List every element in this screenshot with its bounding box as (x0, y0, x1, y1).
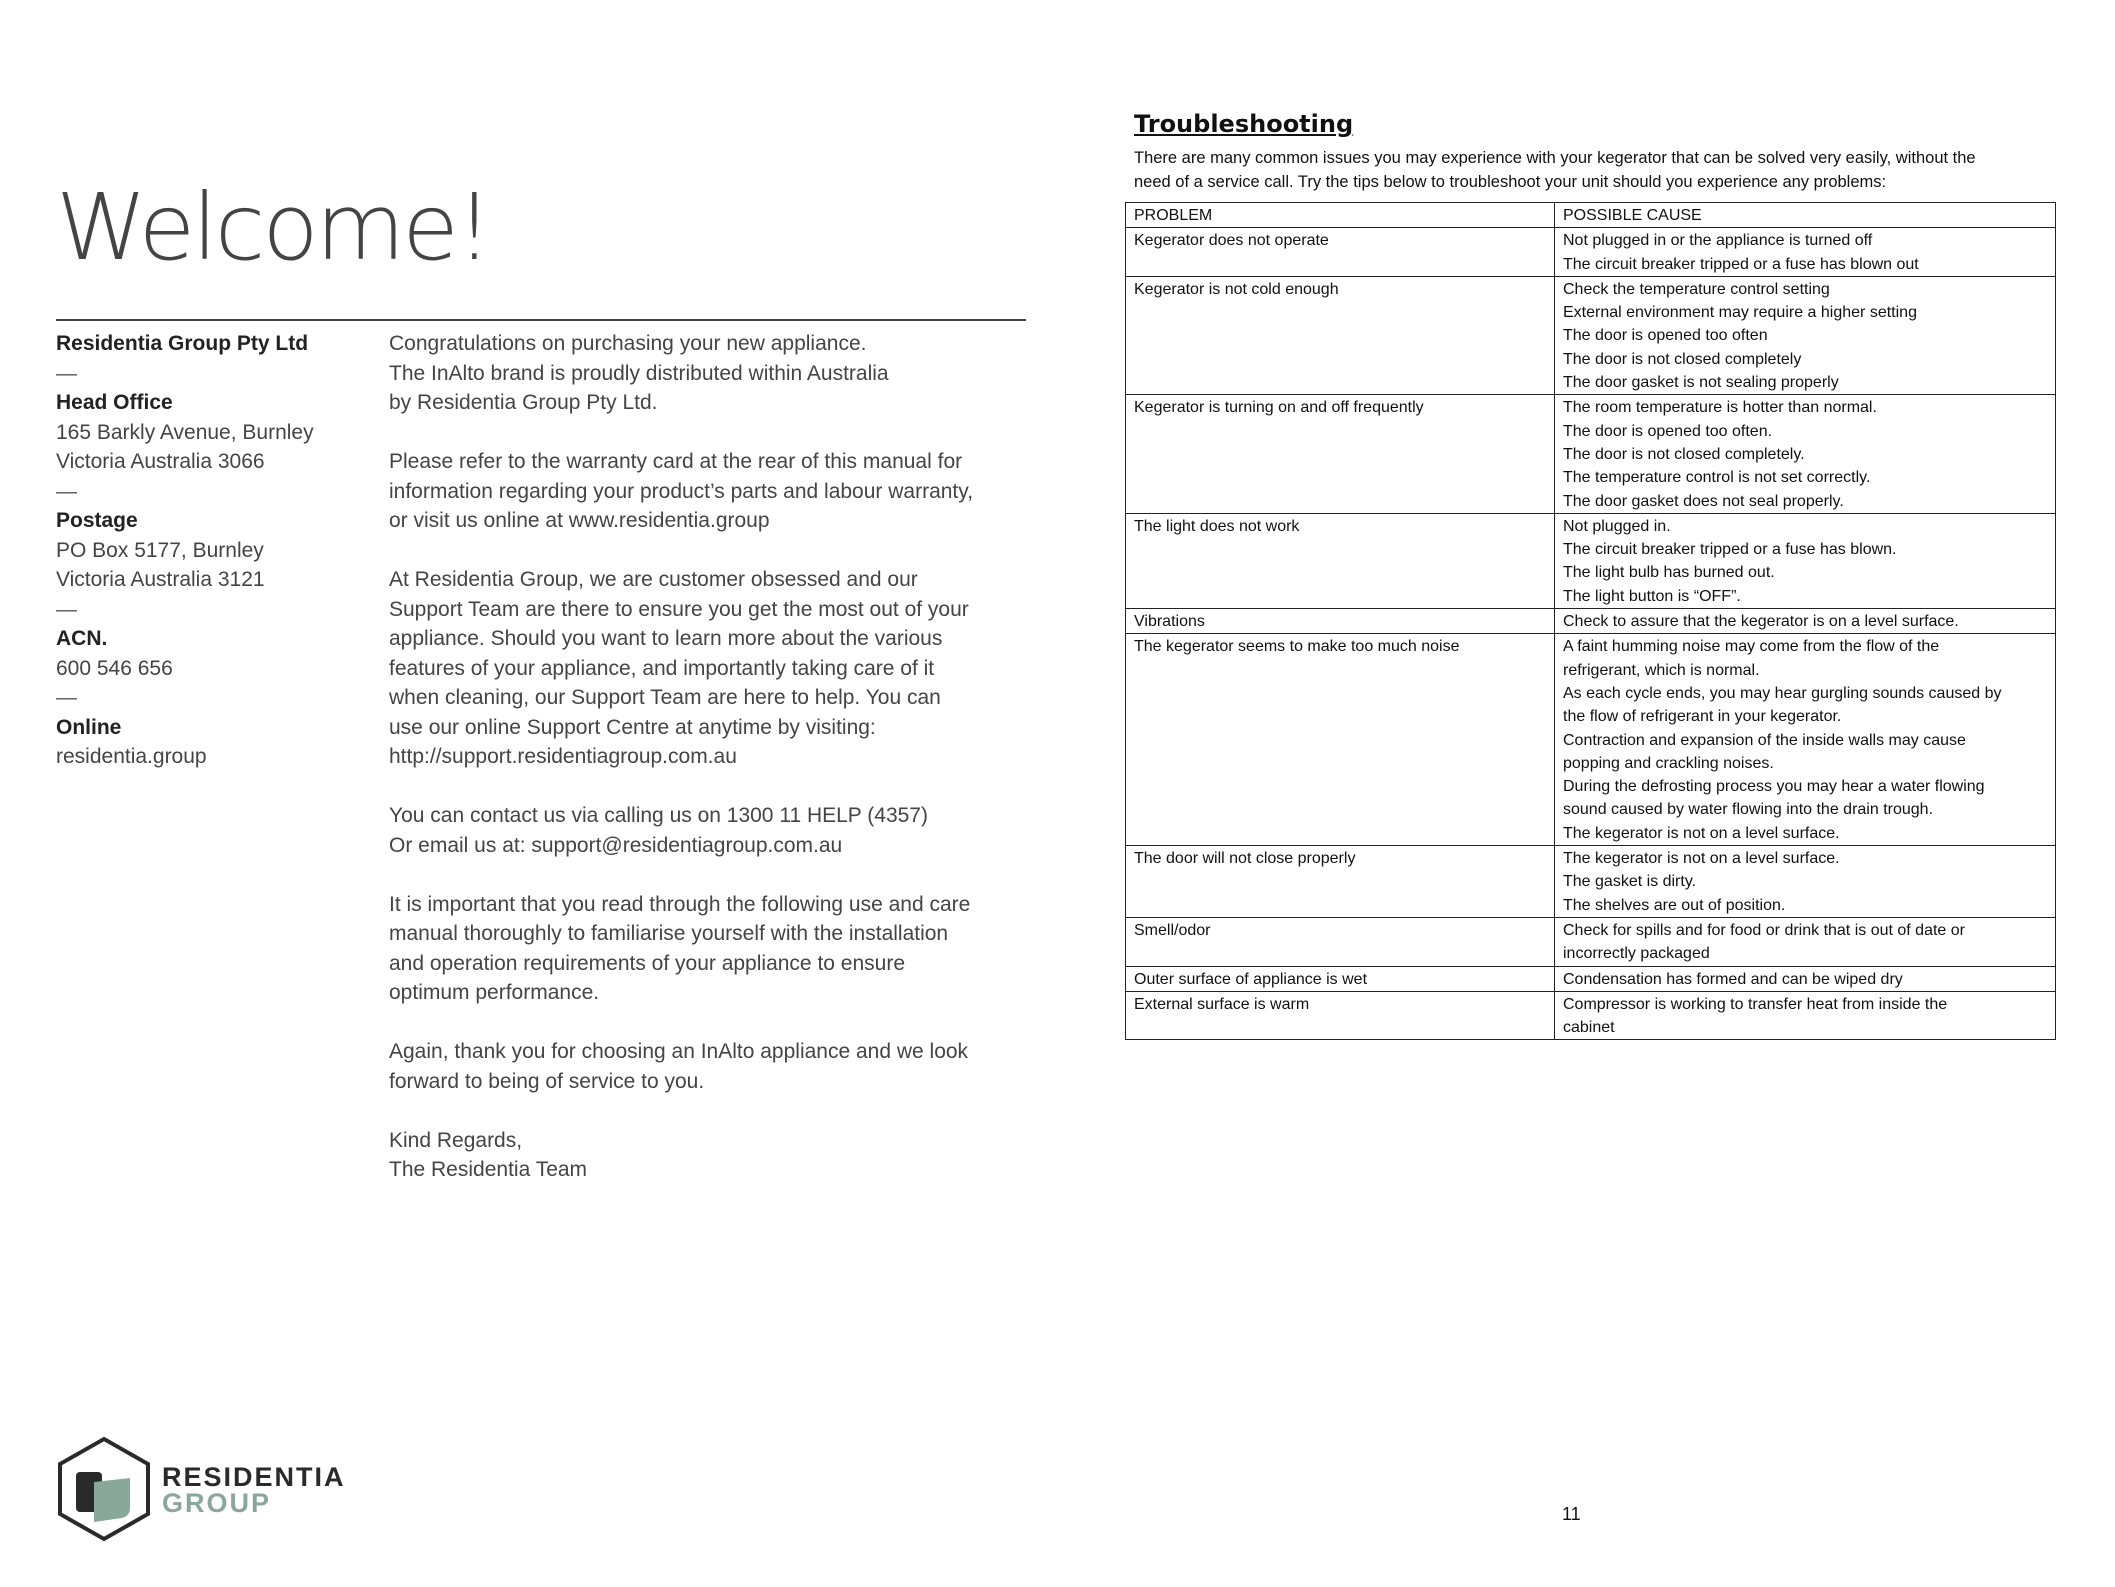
cause-cell (1555, 846, 2056, 918)
troubleshooting-intro (1134, 147, 2054, 194)
cause-line: The gasket is dirty. (1563, 873, 1697, 891)
contact-detail: PO Box 5177, Burnley (56, 538, 264, 562)
cause-line: As each cycle ends, you may hear gurgling sounds caused by (1563, 684, 2002, 702)
cause-line: The door is opened too often. (1563, 422, 1773, 440)
heading-divider (56, 319, 1026, 321)
table-row (1126, 634, 2056, 846)
cause-line: The circuit breaker tripped or a fuse has blown out (1563, 255, 1919, 273)
contact-detail: Victoria Australia 3066 (56, 450, 265, 473)
cause-line: The shelves are out of position. (1563, 896, 1786, 914)
problem-cell: Kegerator is turning on and off frequently (1126, 395, 1555, 513)
letter-paragraph: It is important that you read through the following use and care manual thoroughly to familiarise yourself with the installation and operation requirements of your appliance to ensure optimum performance. (389, 892, 971, 1004)
table-row (1126, 991, 2056, 1040)
problem-cell: The door will not close properly (1126, 846, 1555, 918)
cause-line: The door gasket is not sealing properly (1563, 374, 1839, 392)
cause-line: Not plugged in. (1563, 517, 1671, 535)
cause-line: The circuit breaker tripped or a fuse has blown. (1563, 541, 1897, 559)
contact-heading: ACN. (56, 627, 108, 650)
cause-line: Check the temperature control setting (1563, 280, 1830, 298)
welcome-heading: Welcome! (56, 174, 490, 281)
cause-line: The light button is “OFF”. (1563, 587, 1741, 605)
problem-cell: Outer surface of appliance is wet (1126, 966, 1555, 991)
cause-line: Check to assure that the kegerator is on a level surface. (1563, 613, 1959, 631)
problem-cell: Kegerator does not operate (1126, 228, 1555, 277)
table-row (1126, 917, 2056, 966)
cause-line: cabinet (1563, 1019, 1615, 1037)
header-possible-cause: POSSIBLE CAUSE (1555, 203, 2056, 228)
cause-line: incorrectly packaged (1563, 945, 1710, 963)
intro-line: There are many common issues you may experience with your kegerator that can be solved very easily, without the (1134, 149, 1976, 167)
intro-line: need of a service call. Try the tips below to troubleshoot your unit should you experience any problems: (1134, 172, 1887, 191)
cause-line: During the defrosting process you may hear a water flowing (1563, 778, 1985, 796)
cause-line: The door is opened too often (1563, 327, 1768, 345)
cause-line: A faint humming noise may come from the flow of the (1563, 638, 1940, 656)
letter-paragraph: At Residentia Group, we are customer obsessed and our Support Team are there to ensure you get the most out of your appliance. Should you want to learn more about the various features of your appliance, and importantly taking care of it when cleaning, our Support Team are here to help. You can use our online Support Centre at anytime by visiting: http://support.residentiagroup.com.au (389, 568, 969, 768)
cause-cell (1555, 513, 2056, 608)
cause-line: The door gasket does not seal properly. (1563, 492, 1844, 510)
cause-line: popping and crackling noises. (1563, 754, 1774, 772)
letter-paragraph: You can contact us via calling us on 1300 11 HELP (4357) Or email us at: support@residentiagroup.com.au (389, 804, 928, 857)
cause-cell (1555, 609, 2056, 634)
residentia-hexagon-icon (56, 1436, 152, 1542)
contact-detail: Victoria Australia 3121 (56, 568, 265, 591)
contact-detail: residentia.group (56, 745, 207, 768)
header-problem: PROBLEM (1126, 203, 1555, 228)
letter-paragraph: Again, thank you for choosing an InAlto appliance and we look forward to being of service to you. (389, 1040, 969, 1093)
letter-paragraph: Congratulations on purchasing your new appliance. The InAlto brand is proudly distributed within Australia by Residentia Group Pty Ltd. (389, 332, 889, 414)
cause-cell (1555, 991, 2056, 1040)
cause-line: Compressor is working to transfer heat from inside the (1563, 995, 1948, 1013)
cause-cell (1555, 395, 2056, 513)
table-row (1126, 276, 2056, 394)
cause-cell (1555, 917, 2056, 966)
contact-separator: — (56, 479, 77, 503)
cause-line: Check for spills and for food or drink that is out of date or (1563, 921, 1965, 939)
table-row (1126, 513, 2056, 608)
cause-line: the flow of refrigerant in your kegerator. (1563, 708, 1842, 726)
table-row (1126, 228, 2056, 277)
cause-cell (1555, 228, 2056, 277)
cause-line: Not plugged in or the appliance is turned off (1563, 232, 1873, 250)
cause-line: External environment may require a higher setting (1563, 304, 1917, 322)
cause-line: The kegerator is not on a level surface. (1563, 850, 1840, 868)
logo-word-group: GROUP (162, 1488, 272, 1518)
contact-detail: 600 546 656 (56, 656, 173, 680)
troubleshooting-title: Troubleshooting (1134, 110, 1354, 138)
table-row (1126, 846, 2056, 918)
contact-heading: Residentia Group Pty Ltd (56, 332, 309, 355)
contact-separator: — (56, 597, 77, 621)
contact-detail: 165 Barkly Avenue, Burnley (56, 420, 314, 444)
cause-cell (1555, 966, 2056, 991)
table-header-row (1126, 203, 2056, 228)
problem-cell: Kegerator is not cold enough (1126, 276, 1555, 394)
cause-line: sound caused by water flowing into the drain trough. (1563, 801, 1934, 819)
cause-line: The room temperature is hotter than normal. (1563, 399, 1877, 417)
letter-paragraph: Kind Regards, The Residentia Team (389, 1128, 588, 1181)
table-row (1126, 966, 2056, 991)
cause-line: The light bulb has burned out. (1563, 564, 1775, 582)
cause-cell (1555, 634, 2056, 846)
contact-separator: — (56, 361, 77, 385)
problem-cell: Smell/odor (1126, 917, 1555, 966)
contact-heading: Head Office (56, 391, 173, 414)
cause-line: refrigerant, which is normal. (1563, 661, 1760, 679)
table-row (1126, 609, 2056, 634)
problem-cell: The light does not work (1126, 513, 1555, 608)
cause-line: The door is not closed completely. (1563, 445, 1805, 463)
cause-cell (1555, 276, 2056, 394)
cause-line: Contraction and expansion of the inside walls may cause (1563, 731, 1966, 749)
contact-separator: — (56, 686, 77, 709)
contact-column (56, 329, 356, 772)
troubleshooting-table (1125, 202, 2056, 1040)
cause-line: The door is not closed completely (1563, 350, 1802, 368)
page-number: 11 (1562, 1504, 1581, 1524)
problem-cell: The kegerator seems to make too much noise (1126, 634, 1555, 846)
problem-cell: External surface is warm (1126, 991, 1555, 1040)
residentia-logo (56, 1436, 356, 1542)
cause-line: Condensation has formed and can be wiped dry (1563, 970, 1903, 988)
table-row (1126, 395, 2056, 513)
cause-line: The kegerator is not on a level surface. (1563, 824, 1840, 842)
logo-word-residentia: RESIDENTIA (162, 1462, 346, 1492)
contact-heading: Online (56, 715, 122, 739)
problem-cell: Vibrations (1126, 609, 1555, 634)
welcome-letter (389, 329, 1039, 1214)
cause-line: The temperature control is not set correctly. (1563, 469, 1871, 487)
letter-paragraph: Please refer to the warranty card at the rear of this manual for information regarding your product’s parts and labour warranty, or visit us online at www.residentia.group (389, 450, 974, 532)
contact-heading: Postage (56, 509, 138, 532)
